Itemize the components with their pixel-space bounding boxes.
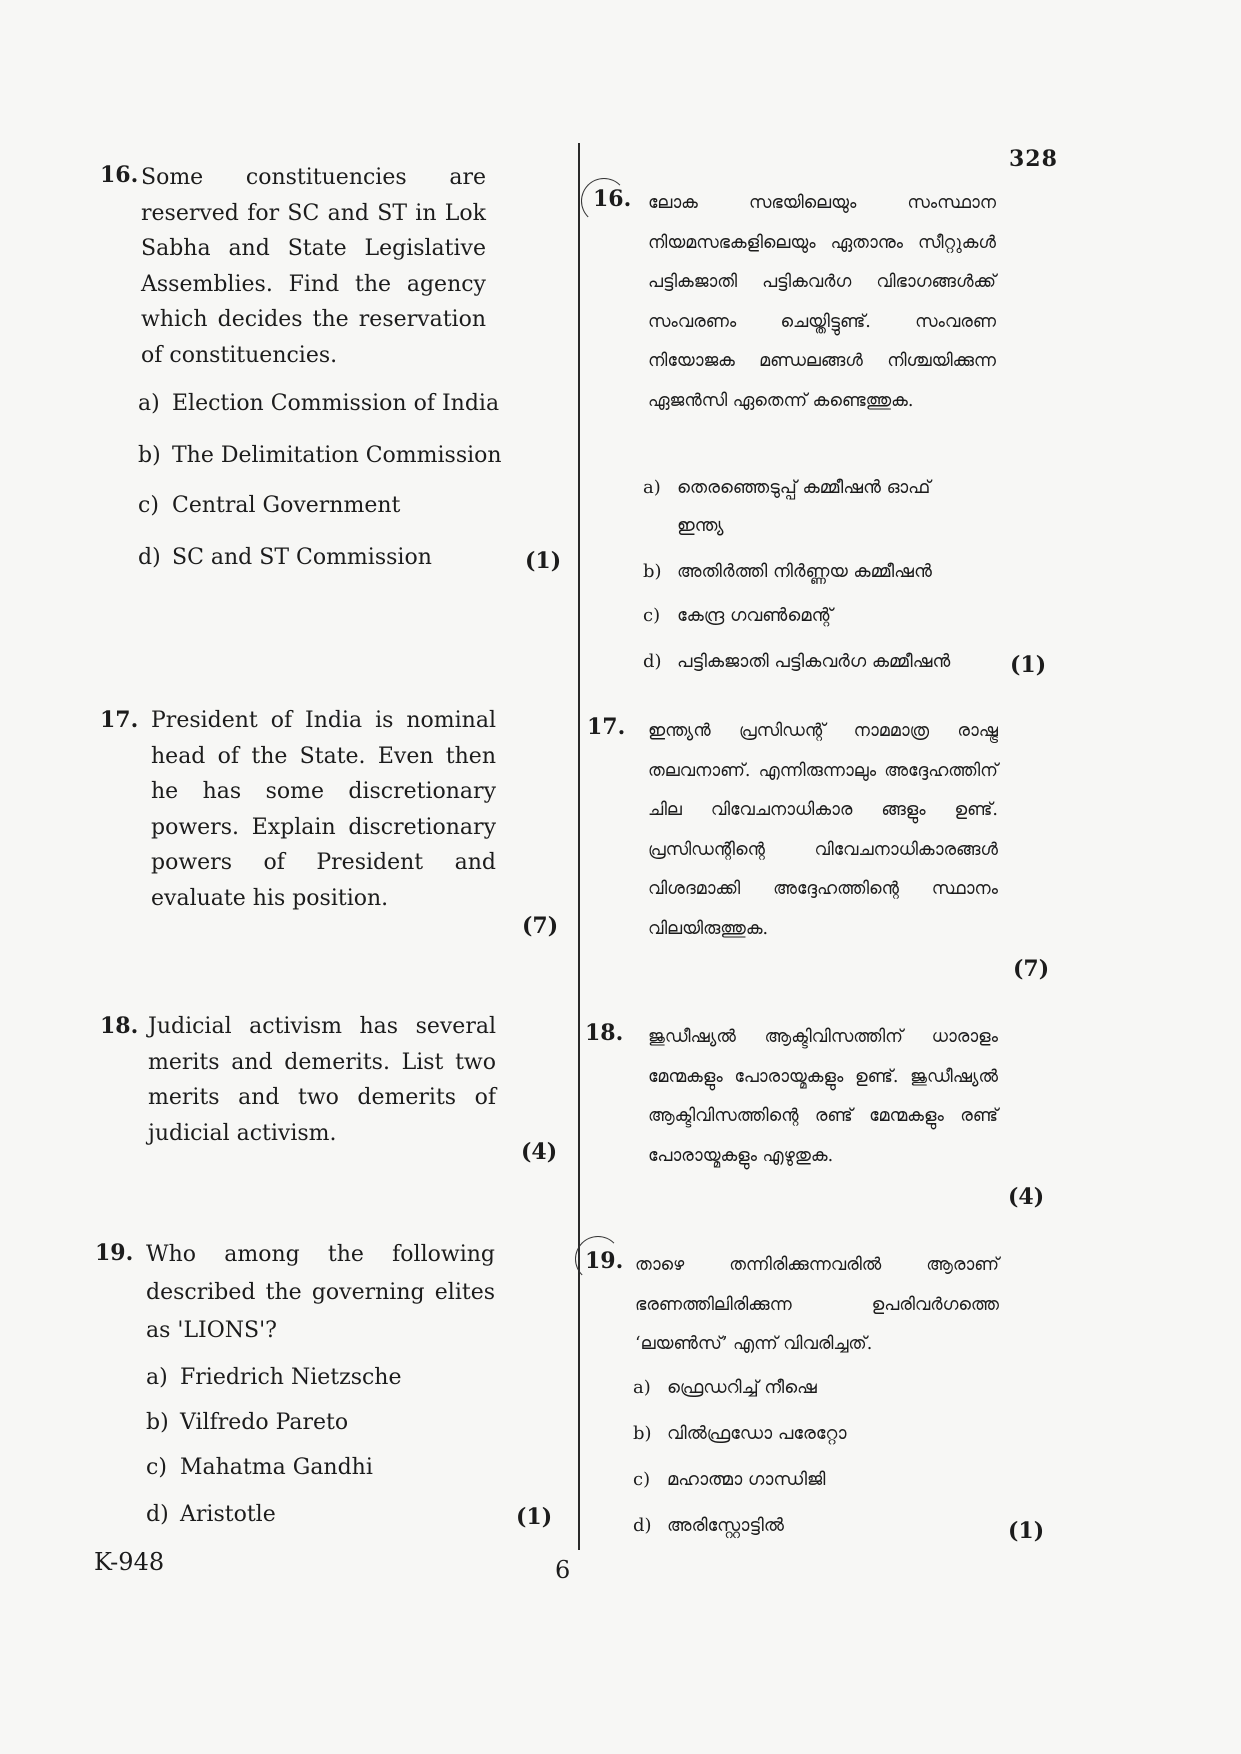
- question-number: 18.: [585, 1020, 624, 1046]
- option-b: b) വിൽഫ്രഡോ പരേറ്റോ: [633, 1423, 847, 1444]
- question-number: 19.: [95, 1240, 134, 1266]
- marks: (4): [1008, 1184, 1045, 1210]
- option-d: d) അരിസ്റ്റോട്ടിൽ: [633, 1515, 784, 1536]
- paper-code: K-948: [94, 1548, 165, 1576]
- option-d: d) പട്ടികജാതി പട്ടികവർഗ കമ്മീഷൻ: [643, 651, 951, 672]
- option-c: c) Mahatma Gandhi: [146, 1455, 373, 1480]
- question-text: President of India is nominal head of the State. Even then he has some discretionary powers. Explain discretionary powers of President and evaluate his position.: [151, 708, 496, 911]
- option-c: c) Central Government: [138, 493, 401, 518]
- question-number: 19.: [585, 1248, 624, 1274]
- question-text: ഇന്ത്യൻ പ്രസിഡന്റ് നാമമാത്ര രാഷ്ട്ര തലവനാണ്. എന്നിരുന്നാലും അദ്ദേഹത്തിന് ചില വിവേചനാധികാര ങ്ങളും ഉണ്ട്. പ്രസിഡന്റിന്റെ വിവേചനാധികാരങ്ങൾ വിശദമാക്കി അദ്ദേഹത്തിന്റെ സ്ഥാനം വിലയിരുത്തുക.: [648, 721, 998, 939]
- option-a: a) ഫ്രെഡറിച്ച് നീഷെ: [633, 1377, 817, 1398]
- question-text: ജുഡീഷ്യൽ ആക്ടിവിസത്തിന് ധാരാളം മേന്മകളും പോരായ്മകളും ഉണ്ട്. ജുഡീഷ്യൽ ആക്ടിവിസത്തിന്റെ രണ്ട് മേന്മകളും രണ്ട് പോരായ്മകളും എഴുതുക.: [648, 1027, 998, 1166]
- option-d: d) SC and ST Commission: [138, 545, 432, 570]
- marks: (4): [521, 1139, 558, 1165]
- question-number: 16.: [100, 162, 139, 188]
- option-c: c) കേന്ദ്ര ഗവൺമെന്റ്: [643, 605, 833, 626]
- question-text: താഴെ തന്നിരിക്കുന്നവരിൽ ആരാണ് ഭരണത്തിലിരിക്കുന്ന ഉപരിവർഗത്തെ ‘ലയൺസ്’ എന്ന് വിവരിച്ചത്.: [635, 1255, 999, 1354]
- marks: (1): [525, 548, 562, 574]
- footer-page-number: 6: [555, 1556, 571, 1584]
- column-divider: [578, 143, 580, 1550]
- option-b: b) അതിർത്തി നിർണ്ണയ കമ്മീഷൻ: [643, 561, 932, 582]
- marks: (7): [1013, 956, 1050, 982]
- question-number: 17.: [587, 714, 626, 740]
- marks: (1): [1008, 1518, 1045, 1544]
- question-text: ലോക സഭയിലെയും സംസ്ഥാന നിയമസഭകളിലെയും ഏതാനും സീറ്റുകൾ പട്ടികജാതി പട്ടികവർഗ വിഭാഗങ്ങൾക്ക് സംവരണം ചെയ്തിട്ടുണ്ട്. സംവരണ നിയോജക മണ്ഡലങ്ങൾ നിശ്ചയിക്കുന്ന ഏജൻസി ഏതെന്ന് കണ്ടെത്തുക.: [648, 193, 996, 411]
- marks: (7): [522, 913, 559, 939]
- option-a: a) Election Commission of India: [138, 391, 500, 416]
- question-number: 18.: [100, 1013, 139, 1039]
- option-b: b) Vilfredo Pareto: [146, 1410, 349, 1435]
- option-a-continued: ഇന്ത്യ: [677, 515, 724, 536]
- option-d: d) Aristotle: [146, 1502, 276, 1527]
- option-b: b) The Delimitation Commission: [138, 443, 502, 468]
- marks: (1): [1010, 652, 1047, 678]
- marks: (1): [516, 1504, 553, 1530]
- question-text: Some constituencies are reserved for SC and ST in Lok Sabha and State Legislative Assemblies. Find the agency which decides the reservation of constituencies.: [141, 165, 486, 368]
- question-number: 16.: [593, 186, 632, 212]
- page-number: 328: [1009, 146, 1058, 172]
- option-a: a) Friedrich Nietzsche: [146, 1365, 402, 1390]
- question-text: Judicial activism has several merits and demerits. List two merits and two demerits of judicial activism.: [148, 1014, 496, 1146]
- question-text: Who among the following described the governing elites as 'LIONS'?: [146, 1242, 495, 1343]
- option-a: a) തെരഞ്ഞെടുപ്പ് കമ്മീഷൻ ഓഫ്: [643, 477, 931, 498]
- option-c: c) മഹാത്മാ ഗാന്ധിജി: [633, 1469, 826, 1490]
- question-number: 17.: [100, 707, 139, 733]
